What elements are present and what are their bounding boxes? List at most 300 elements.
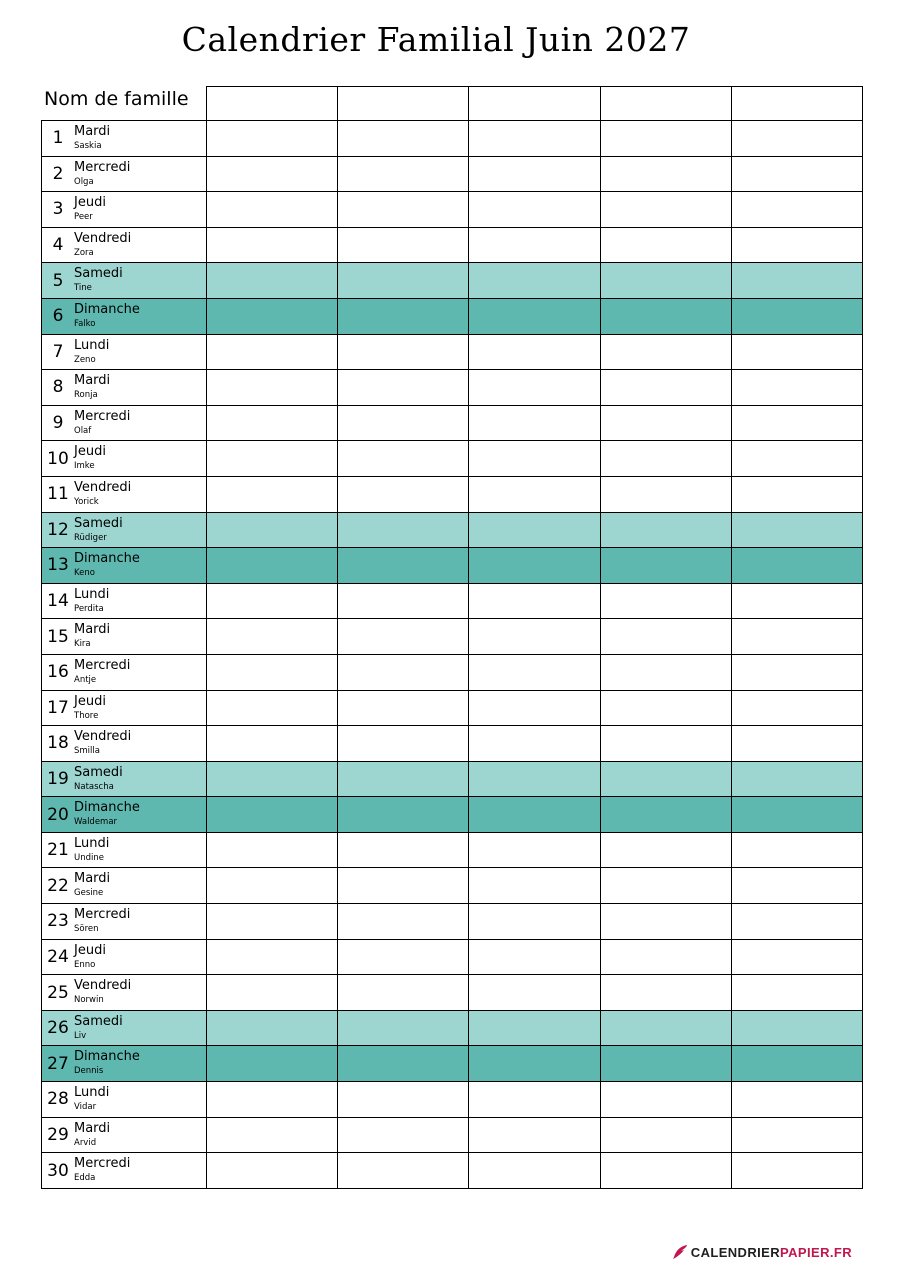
- day-number: 14: [47, 591, 69, 612]
- entry-cell[interactable]: [207, 1118, 338, 1153]
- day-number: 2: [52, 163, 64, 184]
- entry-cell[interactable]: [338, 655, 469, 690]
- entry-cell[interactable]: [601, 406, 732, 441]
- weekday-name: Mardi: [74, 1120, 111, 1136]
- entry-cell[interactable]: [338, 691, 469, 726]
- entry-cell[interactable]: [601, 121, 732, 156]
- entry-cell[interactable]: [207, 406, 338, 441]
- day-row: [42, 121, 862, 157]
- day-label-cell: [42, 263, 207, 298]
- saint-name: Thore: [74, 710, 99, 721]
- saint-name: Smilla: [74, 746, 100, 757]
- weekday-name: Lundi: [74, 337, 110, 353]
- weekday-name: Samedi: [74, 1013, 123, 1029]
- family-name-cell[interactable]: [731, 87, 862, 120]
- entry-cell[interactable]: [601, 762, 732, 797]
- day-row: [42, 228, 862, 264]
- entry-cell[interactable]: [601, 157, 732, 192]
- entry-cell[interactable]: [601, 1011, 732, 1046]
- weekday-name: Vendredi: [74, 978, 132, 994]
- entry-cell[interactable]: [469, 513, 600, 548]
- entry-cell[interactable]: [469, 797, 600, 832]
- entry-cell[interactable]: [469, 548, 600, 583]
- day-number: 29: [47, 1124, 69, 1145]
- entry-cell[interactable]: [732, 1011, 862, 1046]
- entry-cell[interactable]: [601, 263, 732, 298]
- entry-cell[interactable]: [601, 584, 732, 619]
- day-row: [42, 263, 862, 299]
- entry-cell[interactable]: [338, 370, 469, 405]
- weekday-name: Lundi: [74, 586, 110, 602]
- entry-cell[interactable]: [469, 868, 600, 903]
- entry-cell[interactable]: [207, 228, 338, 263]
- day-label-cell: [42, 619, 207, 654]
- entry-cell[interactable]: [338, 584, 469, 619]
- entry-cell[interactable]: [601, 655, 732, 690]
- day-row: [42, 833, 862, 869]
- day-number: 21: [47, 840, 69, 861]
- page-title: Calendrier Familial Juin 2027: [181, 20, 691, 59]
- entry-cell[interactable]: [601, 192, 732, 227]
- entry-cell[interactable]: [207, 762, 338, 797]
- entry-cell[interactable]: [338, 406, 469, 441]
- weekday-name: Jeudi: [74, 693, 106, 709]
- entry-cell[interactable]: [601, 370, 732, 405]
- entry-cell[interactable]: [207, 726, 338, 761]
- entry-cell[interactable]: [338, 121, 469, 156]
- entry-cell[interactable]: [207, 691, 338, 726]
- entry-cell[interactable]: [338, 1153, 469, 1188]
- entry-cell[interactable]: [338, 299, 469, 334]
- entry-cell[interactable]: [469, 833, 600, 868]
- family-name-label: Nom de famille: [44, 88, 189, 110]
- day-row: [42, 157, 862, 193]
- entry-cell[interactable]: [732, 584, 862, 619]
- weekday-name: Dimanche: [74, 800, 140, 816]
- entry-cell[interactable]: [338, 904, 469, 939]
- entry-cell[interactable]: [732, 940, 862, 975]
- entry-cell[interactable]: [732, 299, 862, 334]
- day-label-cell: [42, 157, 207, 192]
- entry-cell[interactable]: [207, 192, 338, 227]
- day-row: [42, 619, 862, 655]
- day-number: 6: [52, 306, 64, 327]
- day-number: 18: [47, 733, 69, 754]
- entry-cell[interactable]: [207, 797, 338, 832]
- day-row: [42, 691, 862, 727]
- entry-cell[interactable]: [732, 868, 862, 903]
- day-label-cell: [42, 797, 207, 832]
- saint-name: Edda: [74, 1173, 96, 1184]
- weekday-name: Vendredi: [74, 479, 132, 495]
- saint-name: Keno: [74, 568, 95, 579]
- saint-name: Zeno: [74, 354, 96, 365]
- brand-logo: [672, 1244, 852, 1260]
- day-row: [42, 904, 862, 940]
- entry-cell[interactable]: [732, 335, 862, 370]
- entry-cell[interactable]: [338, 1011, 469, 1046]
- entry-cell[interactable]: [338, 477, 469, 512]
- entry-cell[interactable]: [469, 228, 600, 263]
- entry-cell[interactable]: [469, 406, 600, 441]
- entry-cell[interactable]: [207, 584, 338, 619]
- day-label-cell: [42, 299, 207, 334]
- day-label-cell: [42, 1046, 207, 1081]
- entry-cell[interactable]: [601, 335, 732, 370]
- entry-cell[interactable]: [732, 762, 862, 797]
- entry-cell[interactable]: [601, 228, 732, 263]
- day-label-cell: [42, 691, 207, 726]
- saint-name: Zora: [74, 247, 94, 258]
- entry-cell[interactable]: [469, 584, 600, 619]
- day-label-cell: [42, 1118, 207, 1153]
- saint-name: Norwin: [74, 995, 104, 1006]
- entry-cell[interactable]: [732, 121, 862, 156]
- entry-cell[interactable]: [601, 833, 732, 868]
- day-number: 22: [47, 875, 69, 896]
- weekday-name: Mercredi: [74, 159, 131, 175]
- day-number: 11: [47, 484, 69, 505]
- day-label-cell: [42, 868, 207, 903]
- day-row: [42, 548, 862, 584]
- entry-cell[interactable]: [601, 797, 732, 832]
- saint-name: Peer: [74, 212, 93, 223]
- entry-cell[interactable]: [338, 975, 469, 1010]
- entry-cell[interactable]: [469, 975, 600, 1010]
- entry-cell[interactable]: [207, 548, 338, 583]
- day-number: 8: [52, 377, 64, 398]
- saint-name: Falko: [74, 318, 96, 329]
- entry-cell[interactable]: [207, 904, 338, 939]
- entry-cell[interactable]: [601, 1082, 732, 1117]
- entry-cell[interactable]: [207, 833, 338, 868]
- day-label-cell: [42, 904, 207, 939]
- entry-cell[interactable]: [207, 868, 338, 903]
- day-label-cell: [42, 406, 207, 441]
- saint-name: Enno: [74, 959, 96, 970]
- weekday-name: Dimanche: [74, 1049, 140, 1065]
- entry-cell[interactable]: [469, 904, 600, 939]
- day-row: [42, 584, 862, 620]
- saint-name: Vidar: [74, 1102, 97, 1113]
- weekday-name: Mardi: [74, 622, 111, 638]
- day-label-cell: [42, 833, 207, 868]
- entry-cell[interactable]: [338, 1082, 469, 1117]
- saint-name: Gesine: [74, 888, 104, 899]
- entry-cell[interactable]: [207, 263, 338, 298]
- saint-name: Olaf: [74, 425, 92, 436]
- saint-name: Olga: [74, 176, 94, 187]
- entry-cell[interactable]: [732, 833, 862, 868]
- entry-cell[interactable]: [601, 904, 732, 939]
- entry-cell[interactable]: [207, 975, 338, 1010]
- day-number: 30: [47, 1160, 69, 1181]
- weekday-name: Samedi: [74, 266, 123, 282]
- entry-cell[interactable]: [338, 726, 469, 761]
- entry-cell[interactable]: [207, 1046, 338, 1081]
- weekday-name: Dimanche: [74, 301, 140, 317]
- day-row: [42, 797, 862, 833]
- day-label-cell: [42, 441, 207, 476]
- entry-cell[interactable]: [732, 548, 862, 583]
- entry-cell[interactable]: [469, 619, 600, 654]
- day-label-cell: [42, 762, 207, 797]
- day-label-cell: [42, 548, 207, 583]
- entry-cell[interactable]: [732, 441, 862, 476]
- entry-cell[interactable]: [469, 762, 600, 797]
- day-number: 19: [47, 768, 69, 789]
- entry-cell[interactable]: [601, 477, 732, 512]
- day-number: 4: [52, 235, 64, 256]
- family-name-header-row: [206, 86, 863, 121]
- entry-cell[interactable]: [601, 868, 732, 903]
- weekday-name: Mardi: [74, 124, 111, 139]
- day-row: [42, 441, 862, 477]
- entry-cell[interactable]: [338, 192, 469, 227]
- entry-cell[interactable]: [207, 335, 338, 370]
- entry-cell[interactable]: [732, 797, 862, 832]
- calendar-grid: [41, 120, 863, 1189]
- entry-cell[interactable]: [732, 619, 862, 654]
- entry-cell[interactable]: [207, 441, 338, 476]
- entry-cell[interactable]: [338, 940, 469, 975]
- entry-cell[interactable]: [732, 655, 862, 690]
- weekday-name: Mercredi: [74, 408, 131, 424]
- day-row: [42, 1153, 862, 1189]
- entry-cell[interactable]: [469, 726, 600, 761]
- day-label-cell: [42, 477, 207, 512]
- entry-cell[interactable]: [732, 975, 862, 1010]
- day-label-cell: [42, 513, 207, 548]
- family-name-cell[interactable]: [207, 87, 337, 120]
- saint-name: Perdita: [74, 603, 104, 614]
- day-row: [42, 655, 862, 691]
- day-number: 28: [47, 1089, 69, 1110]
- entry-cell[interactable]: [732, 228, 862, 263]
- weekday-name: Mercredi: [74, 907, 131, 923]
- entry-cell[interactable]: [338, 833, 469, 868]
- entry-cell[interactable]: [469, 1153, 600, 1188]
- entry-cell[interactable]: [469, 477, 600, 512]
- entry-cell[interactable]: [469, 691, 600, 726]
- family-name-cell[interactable]: [337, 87, 468, 120]
- saint-name: Sören: [74, 924, 99, 935]
- weekday-name: Vendredi: [74, 729, 132, 745]
- entry-cell[interactable]: [601, 726, 732, 761]
- entry-cell[interactable]: [207, 121, 338, 156]
- day-row: [42, 940, 862, 976]
- weekday-name: Samedi: [74, 764, 123, 780]
- day-number: 15: [47, 626, 69, 647]
- day-label-cell: [42, 1011, 207, 1046]
- entry-cell[interactable]: [469, 1118, 600, 1153]
- day-number: 23: [47, 911, 69, 932]
- day-row: [42, 513, 862, 549]
- saint-name: Natascha: [74, 781, 114, 792]
- day-row: [42, 335, 862, 371]
- family-name-cell[interactable]: [600, 87, 731, 120]
- entry-cell[interactable]: [732, 726, 862, 761]
- entry-cell[interactable]: [338, 868, 469, 903]
- entry-cell[interactable]: [338, 157, 469, 192]
- entry-cell[interactable]: [469, 335, 600, 370]
- feather-icon: [672, 1244, 688, 1260]
- saint-name: Waldemar: [74, 817, 118, 828]
- family-name-cell[interactable]: [468, 87, 599, 120]
- saint-name: Liv: [74, 1030, 87, 1041]
- entry-cell[interactable]: [338, 548, 469, 583]
- entry-cell[interactable]: [601, 619, 732, 654]
- entry-cell[interactable]: [207, 655, 338, 690]
- day-number: 13: [47, 555, 69, 576]
- saint-name: Imke: [74, 461, 95, 472]
- day-label-cell: [42, 370, 207, 405]
- entry-cell[interactable]: [469, 299, 600, 334]
- entry-cell[interactable]: [469, 157, 600, 192]
- brand-text-part2: PAPIER.FR: [780, 1244, 852, 1260]
- entry-cell[interactable]: [469, 1011, 600, 1046]
- entry-cell[interactable]: [469, 370, 600, 405]
- day-number: 3: [52, 199, 64, 220]
- entry-cell[interactable]: [207, 1153, 338, 1188]
- weekday-name: Jeudi: [74, 444, 106, 460]
- brand-text-part1: CALENDRIER: [690, 1244, 781, 1260]
- weekday-name: Dimanche: [74, 551, 140, 567]
- entry-cell[interactable]: [469, 655, 600, 690]
- entry-cell[interactable]: [732, 1082, 862, 1117]
- entry-cell[interactable]: [732, 263, 862, 298]
- weekday-name: Mardi: [74, 871, 111, 887]
- entry-cell[interactable]: [338, 263, 469, 298]
- entry-cell[interactable]: [207, 157, 338, 192]
- entry-cell[interactable]: [601, 441, 732, 476]
- saint-name: Arvid: [74, 1137, 97, 1148]
- day-row: [42, 868, 862, 904]
- entry-cell[interactable]: [469, 121, 600, 156]
- entry-cell[interactable]: [338, 762, 469, 797]
- entry-cell[interactable]: [469, 441, 600, 476]
- entry-cell[interactable]: [207, 940, 338, 975]
- day-label-cell: [42, 335, 207, 370]
- entry-cell[interactable]: [732, 691, 862, 726]
- entry-cell[interactable]: [601, 940, 732, 975]
- entry-cell[interactable]: [732, 1153, 862, 1188]
- saint-name: Dennis: [74, 1066, 104, 1077]
- entry-cell[interactable]: [601, 1118, 732, 1153]
- entry-cell[interactable]: [207, 1011, 338, 1046]
- day-label-cell: [42, 584, 207, 619]
- day-label-cell: [42, 940, 207, 975]
- entry-cell[interactable]: [207, 513, 338, 548]
- entry-cell[interactable]: [732, 370, 862, 405]
- weekday-name: Vendredi: [74, 230, 132, 246]
- entry-cell[interactable]: [732, 192, 862, 227]
- weekday-name: Jeudi: [74, 942, 106, 958]
- entry-cell[interactable]: [338, 335, 469, 370]
- entry-cell[interactable]: [601, 299, 732, 334]
- day-row: [42, 406, 862, 442]
- entry-cell[interactable]: [469, 1046, 600, 1081]
- day-row: [42, 726, 862, 762]
- day-number: 26: [47, 1018, 69, 1039]
- weekday-name: Mercredi: [74, 1156, 131, 1172]
- day-row: [42, 975, 862, 1011]
- day-number: 24: [47, 946, 69, 967]
- day-number: 12: [47, 519, 69, 540]
- entry-cell[interactable]: [732, 157, 862, 192]
- day-label-cell: [42, 726, 207, 761]
- saint-name: Rüdiger: [74, 532, 107, 543]
- entry-cell[interactable]: [338, 1046, 469, 1081]
- day-row: [42, 1011, 862, 1047]
- entry-cell[interactable]: [601, 975, 732, 1010]
- entry-cell[interactable]: [338, 797, 469, 832]
- entry-cell[interactable]: [601, 1153, 732, 1188]
- day-row: [42, 192, 862, 228]
- day-number: 20: [47, 804, 69, 825]
- entry-cell[interactable]: [732, 1046, 862, 1081]
- day-label-cell: [42, 1153, 207, 1188]
- day-number: 9: [52, 413, 64, 434]
- day-row: [42, 1046, 862, 1082]
- entry-cell[interactable]: [338, 619, 469, 654]
- entry-cell[interactable]: [338, 228, 469, 263]
- weekday-name: Lundi: [74, 1085, 110, 1101]
- saint-name: Saskia: [74, 141, 102, 151]
- entry-cell[interactable]: [207, 477, 338, 512]
- entry-cell[interactable]: [469, 1082, 600, 1117]
- entry-cell[interactable]: [732, 904, 862, 939]
- entry-cell[interactable]: [469, 192, 600, 227]
- entry-cell[interactable]: [338, 1118, 469, 1153]
- day-number: 7: [52, 341, 64, 362]
- day-row: [42, 299, 862, 335]
- weekday-name: Mardi: [74, 373, 111, 389]
- day-label-cell: [42, 1082, 207, 1117]
- day-row: [42, 1118, 862, 1154]
- entry-cell[interactable]: [732, 406, 862, 441]
- entry-cell[interactable]: [732, 1118, 862, 1153]
- entry-cell[interactable]: [732, 477, 862, 512]
- entry-cell[interactable]: [207, 619, 338, 654]
- saint-name: Yorick: [74, 496, 99, 507]
- entry-cell[interactable]: [469, 940, 600, 975]
- day-number: 1: [52, 128, 64, 149]
- saint-name: Kira: [74, 639, 91, 650]
- entry-cell[interactable]: [207, 299, 338, 334]
- entry-cell[interactable]: [207, 1082, 338, 1117]
- weekday-name: Samedi: [74, 515, 123, 531]
- entry-cell[interactable]: [338, 513, 469, 548]
- day-row: [42, 762, 862, 798]
- entry-cell[interactable]: [732, 513, 862, 548]
- weekday-name: Mercredi: [74, 657, 131, 673]
- day-row: [42, 1082, 862, 1118]
- day-label-cell: [42, 121, 207, 156]
- entry-cell[interactable]: [601, 548, 732, 583]
- entry-cell[interactable]: [601, 513, 732, 548]
- weekday-name: Lundi: [74, 835, 110, 851]
- day-label-cell: [42, 228, 207, 263]
- entry-cell[interactable]: [469, 263, 600, 298]
- entry-cell[interactable]: [601, 691, 732, 726]
- entry-cell[interactable]: [338, 441, 469, 476]
- saint-name: Antje: [74, 674, 97, 685]
- day-row: [42, 477, 862, 513]
- day-number: 16: [47, 662, 69, 683]
- entry-cell[interactable]: [601, 1046, 732, 1081]
- entry-cell[interactable]: [207, 370, 338, 405]
